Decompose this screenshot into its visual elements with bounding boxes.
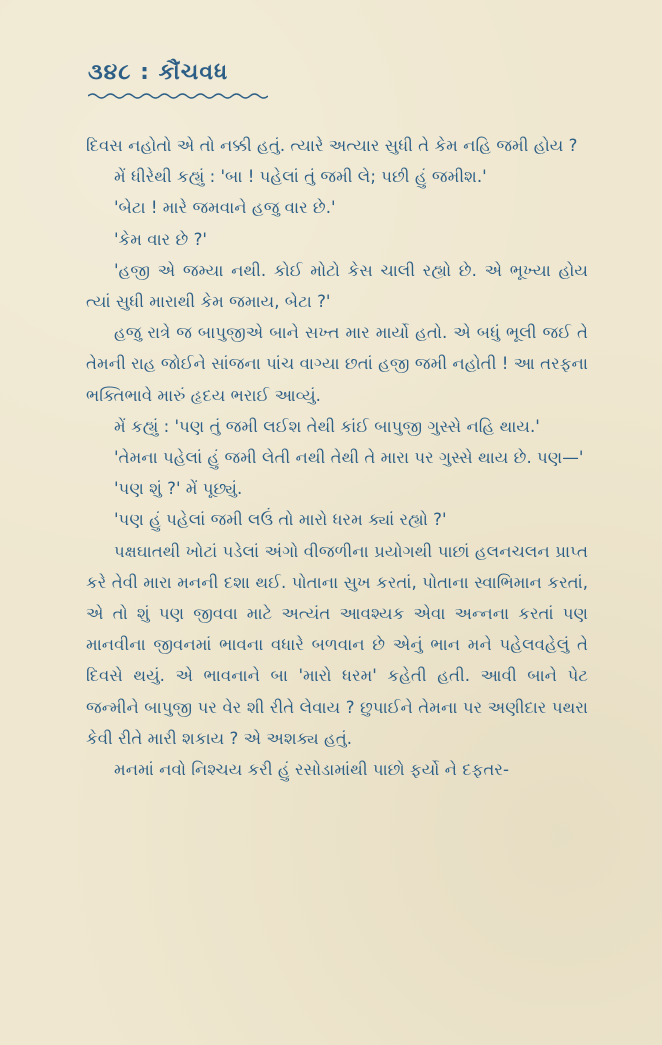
header-separator: : bbox=[140, 60, 150, 85]
paragraph-12: મનમાં નવો નિશ્ચય કરી હું રસોડામાંથી પાછો ફર્યો ને દફતર- bbox=[114, 760, 509, 780]
paragraph-3: 'બેટા ! મારે જમવાને હજુ વાર છે.' bbox=[114, 198, 336, 218]
paragraph-11: પક્ષઘાતથી ખોટાં પડેલાં અંગો વીજળીના પ્રયોગથી પાછાં હલનચલન પ્રાપ્ત કરે તેવી મારા મનની દશા થઈ. પોતાના સુખ કરતાં, પોતાના સ્વાભિમાન કરતાં, એ તો શું પણ જીવવા માટે અત્યંત આવશ્યક એવા અન્નના કરતાં પણ માનવીના જીવનમાં ભાવના વધારે બળવાન છે એનું ભાન મને પહેલવહેલું તે દિવસે થયું. એ ભાવનાને બા 'મારો ધરમ' કહેતી હતી. આવી બાને પેટ જન્મીને બાપુજી પર વેર શી રીતે લેવાય ? છુપાઈને તેમના પર અણીદાર પથરા કેવી રીતે મારી શકાય ? એ અશક્ય હતું. bbox=[86, 541, 588, 748]
page-header bbox=[88, 60, 228, 85]
paragraph-9: 'પણ શું ?' મેં પૂછ્યું. bbox=[114, 479, 243, 499]
paragraph-8: 'તેમના પહેલાં હું જમી લેતી નથી તેથી તે મારા પર ગુસ્સે થાય છે. પણ—' bbox=[114, 448, 584, 468]
paragraph-4: 'કેમ વાર છે ?' bbox=[114, 229, 207, 249]
paragraph-6: હજુ રાત્રે જ બાપુજીએ બાને સખ્ત માર માર્યો હતો. એ બધું ભૂલી જઈ તે તેમની રાહ જોઈને સાંજના પાંચ વાગ્યા છતાં હજી જમી નહોતી ! આ તરફના ભક્તિભાવે મારું હૃદય ભરાઈ આવ્યું. bbox=[86, 323, 588, 405]
paragraph-7: મેં કહ્યું : 'પણ તું જમી લઈશ તેથી કાંઈ બાપુજી ગુસ્સે નહિ થાય.' bbox=[114, 416, 540, 436]
chapter-title: કૌંચવધ bbox=[158, 60, 229, 85]
paragraph-1: દિવસ નહોતો એ તો નક્કી હતું. ત્યારે અત્યાર સુધી તે કેમ નહિ જમી હોય ? bbox=[86, 136, 578, 155]
page-body bbox=[86, 130, 588, 785]
page-number: ૩૪૮ bbox=[88, 60, 132, 85]
paragraph-10: 'પણ હું પહેલાં જમી લઉં તો મારો ધરમ ક્યાં રહ્યો ?' bbox=[114, 510, 447, 530]
decorative-wavy-rule bbox=[88, 92, 268, 100]
paragraph-5: 'હજી એ જમ્યા નથી. કોઈ મોટો કેસ ચાલી રહ્યો છે. એ ભૂખ્યા હોય ત્યાં સુધી મારાથી કેમ જમાય, બેટા ?' bbox=[86, 260, 588, 312]
paragraph-2: મેં ધીરેથી કહ્યું : 'બા ! પહેલાં તું જમી લે; પછી હું જમીશ.' bbox=[114, 167, 487, 187]
